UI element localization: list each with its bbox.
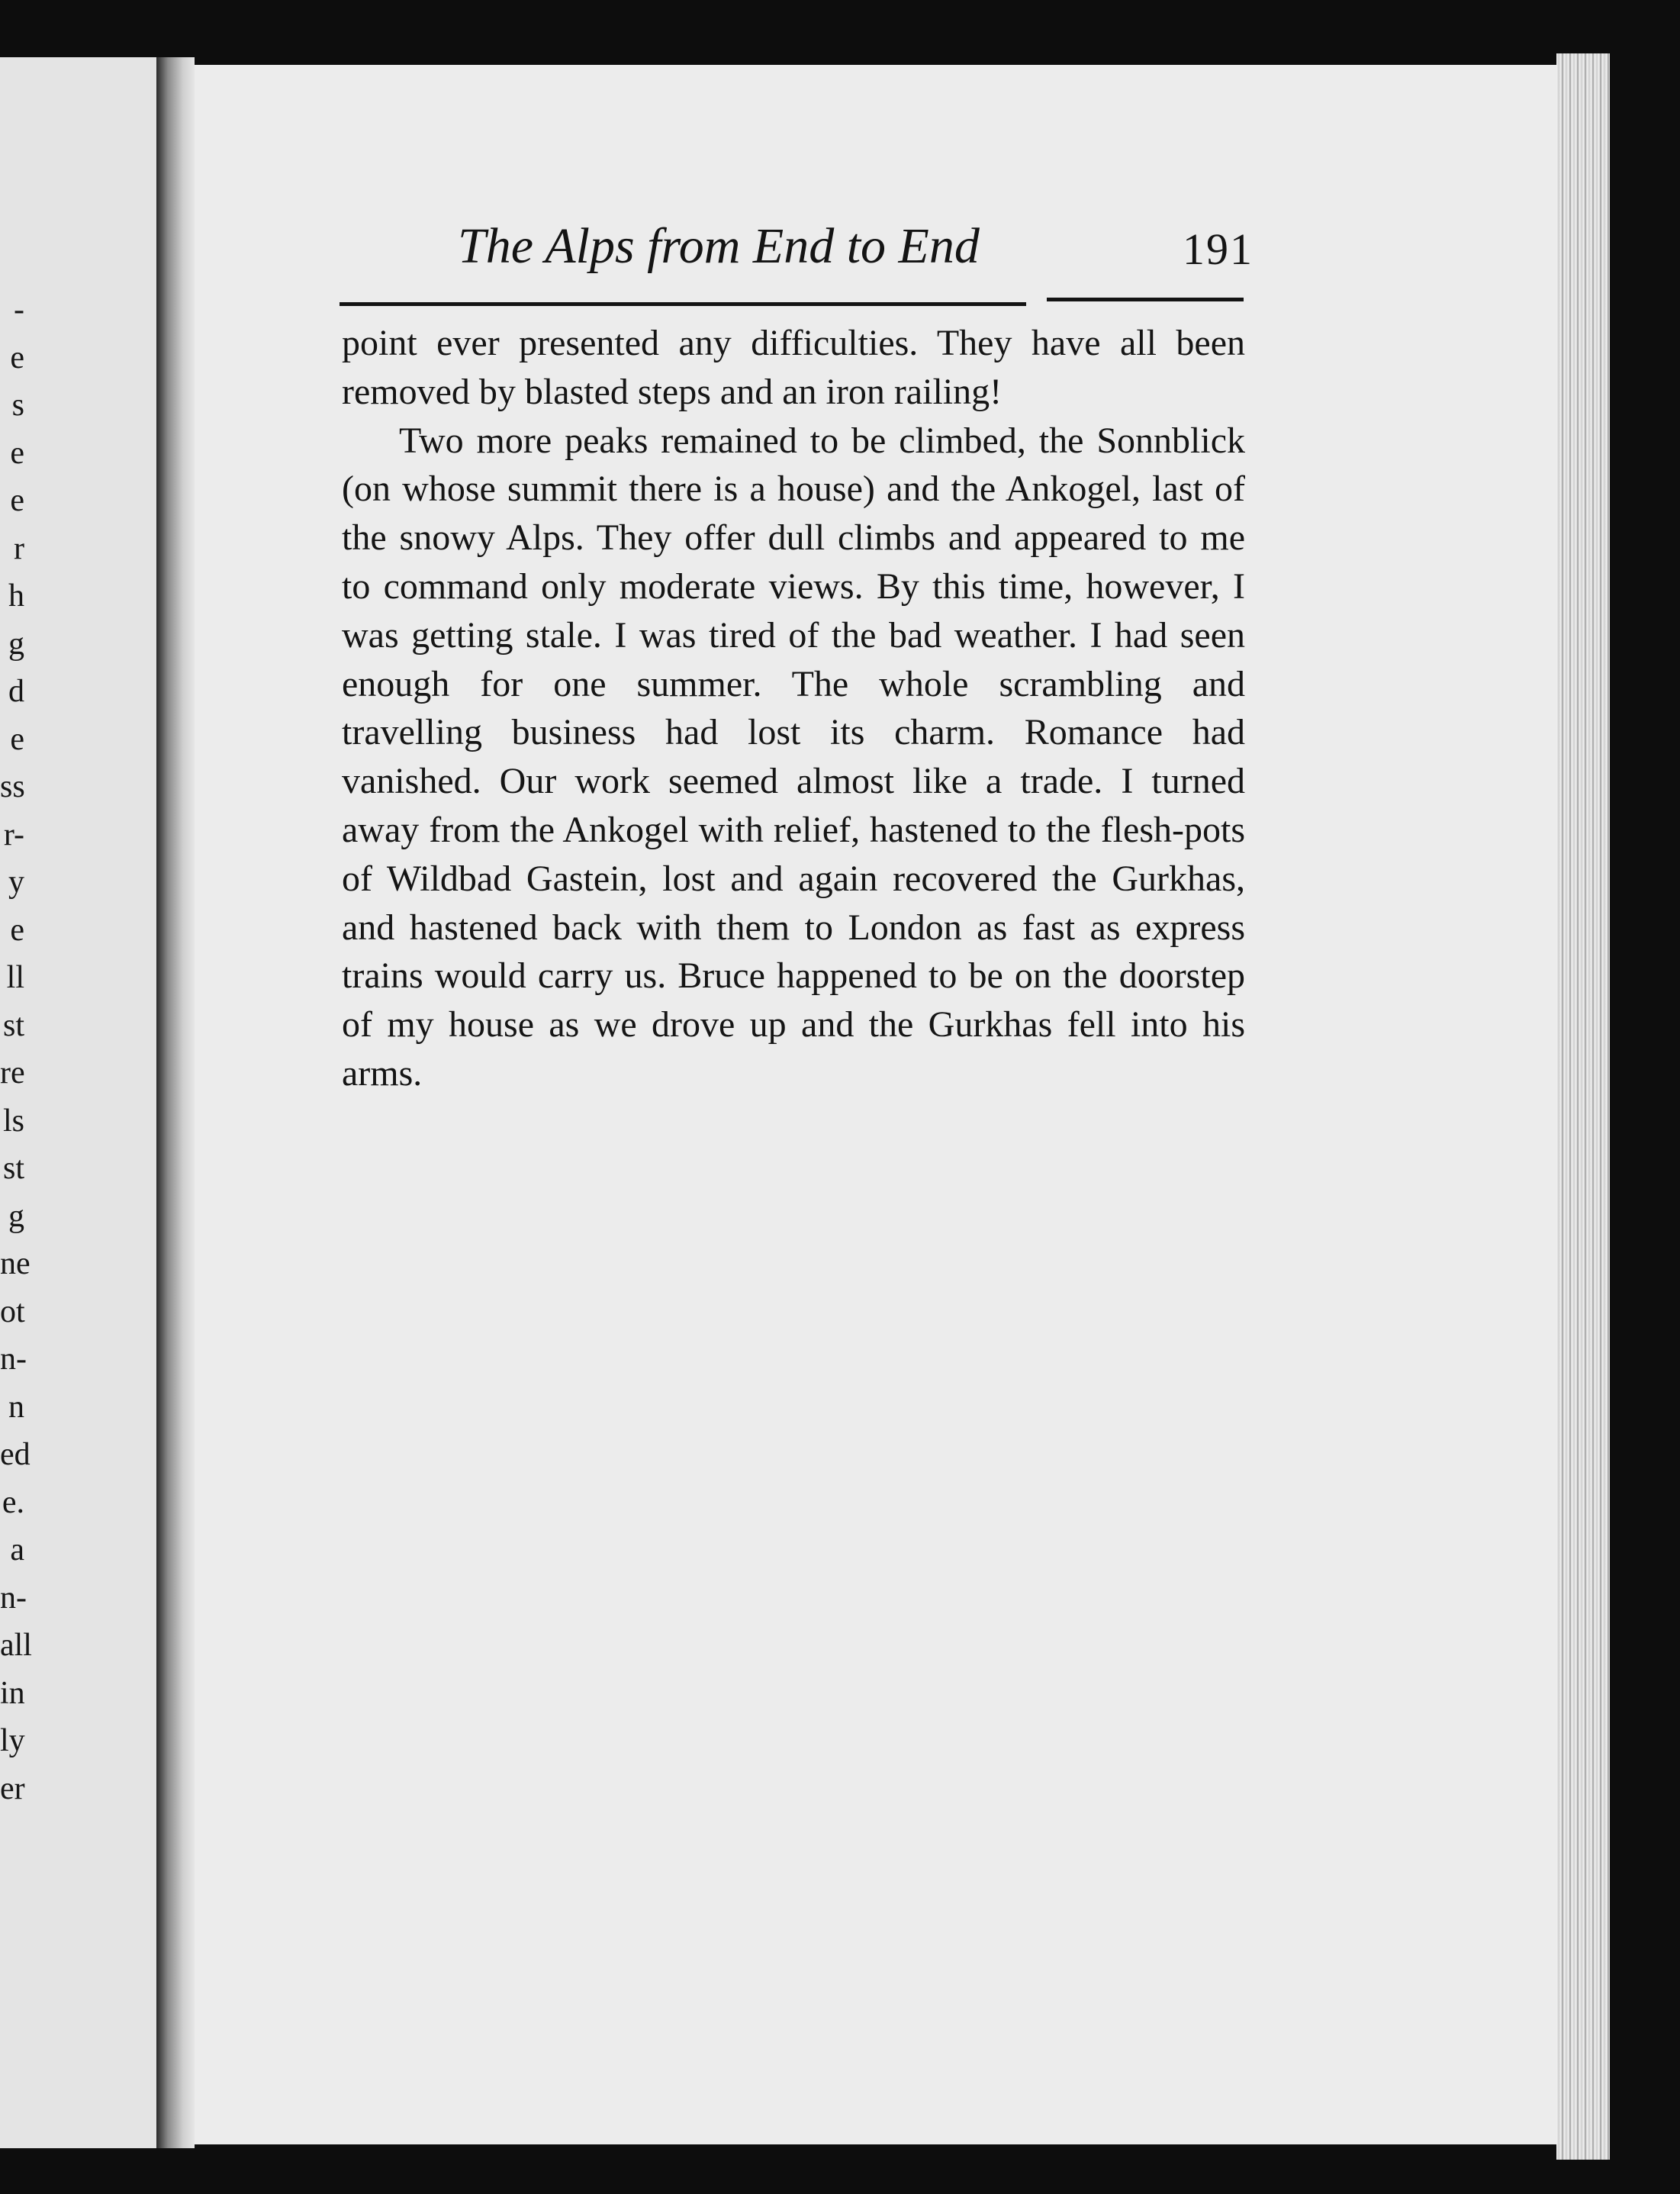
left-line-fragment: e — [10, 340, 24, 375]
left-line-fragment: er — [0, 1770, 25, 1806]
left-line-fragment: st — [2, 1007, 24, 1043]
paragraph: point ever presented any difficulties. They have all been removed by blasted steps and an iron railing! — [342, 323, 1245, 412]
body-text — [342, 319, 1245, 1098]
left-line-fragment: st — [2, 1151, 24, 1186]
paragraph: Two more peaks remained to be climbed, the Sonnblick (on whose summit there is a house) and the Ankogel, last of the snowy Alps. They offer dull climbs and appeared to me to command only moderate views. By this time, however, I was getting stale. I was tired of the bad weather. I had seen enough for one summer. The whole scrambling and travelling business had lost its charm. Romance had vanished. Our work seemed almost like a trade. I turned away from the Ankogel with relief, hastened to the flesh-pots of Wildbad Gastein, lost and again recovered the Gurkhas, and hastened back with them to London as fast as express trains would carry us. Bruce happened to be on the doorstep of my house as we drove up and the Gurkhas fell into his arms. — [342, 420, 1245, 1094]
page-number: 191 — [1183, 224, 1254, 274]
left-line-fragment: ss — [0, 769, 25, 804]
header-rule-short — [1047, 298, 1244, 301]
left-line-fragment: in — [0, 1675, 25, 1711]
left-line-fragment: a — [10, 1532, 24, 1567]
left-line-fragment: d — [8, 674, 24, 709]
left-line-fragment: ls — [2, 1103, 24, 1139]
left-page-line-endings — [0, 286, 31, 1812]
left-line-fragment: all — [0, 1628, 32, 1663]
left-line-fragment: ed — [0, 1437, 31, 1472]
page-fore-edge — [1556, 53, 1610, 2160]
book-gutter — [156, 57, 195, 2148]
left-line-fragment: n- — [0, 1342, 27, 1377]
left-line-fragment: - — [14, 292, 24, 327]
left-line-fragment: y — [8, 865, 24, 900]
left-page — [0, 57, 179, 2148]
left-line-fragment: n — [8, 1389, 24, 1425]
left-line-fragment: r — [14, 530, 24, 566]
left-line-fragment: g — [8, 1198, 24, 1234]
left-line-fragment: g — [8, 626, 24, 662]
left-line-fragment: e. — [2, 1484, 24, 1520]
left-line-fragment: h — [8, 578, 24, 614]
left-line-fragment: e — [10, 435, 24, 471]
left-line-fragment: ne — [0, 1246, 31, 1281]
left-line-fragment: s — [11, 388, 24, 423]
left-line-fragment: e — [10, 483, 24, 518]
header-rule — [340, 302, 1026, 306]
left-line-fragment: ot — [0, 1294, 25, 1329]
left-line-fragment: e — [10, 721, 24, 757]
left-line-fragment: ll — [6, 960, 24, 995]
left-line-fragment: re — [0, 1055, 25, 1091]
left-line-fragment: ly — [0, 1723, 25, 1758]
left-line-fragment: e — [10, 912, 24, 948]
left-line-fragment: r- — [3, 817, 24, 852]
running-title: The Alps from End to End — [458, 218, 980, 274]
left-line-fragment: n- — [0, 1580, 27, 1616]
